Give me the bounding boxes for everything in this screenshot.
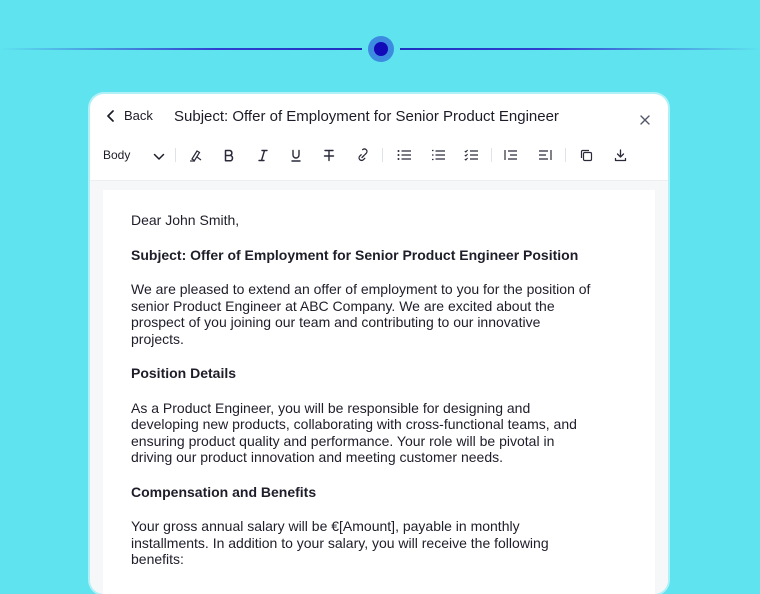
back-label: Back (124, 108, 153, 123)
back-button[interactable] (106, 108, 153, 123)
close-button[interactable] (640, 112, 650, 130)
download-button[interactable] (610, 142, 630, 168)
highlighter-icon (189, 148, 203, 162)
position-line: ensuring product quality and performance. Your role will be pivotal in (131, 432, 555, 449)
subject-line: Subject: Offer of Employment for Senior Product Engineer Position (131, 246, 579, 263)
italic-button[interactable] (253, 142, 273, 168)
position-line: developing new products, collaborating with cross-functional teams, and (131, 416, 577, 432)
copy-icon (580, 149, 593, 162)
editor-header (90, 94, 668, 142)
close-icon (640, 112, 650, 129)
underline-icon (290, 149, 302, 162)
indent-icon (538, 149, 552, 161)
numbered-list-icon (431, 149, 446, 161)
intro-line: senior Product Engineer at ABC Company. We are excited about the (131, 297, 555, 314)
compensation-line: Your gross annual salary will be €[Amount], payable in monthly (131, 518, 520, 534)
intro-line: projects. (131, 330, 184, 347)
underline-button[interactable] (286, 142, 306, 168)
toolbar-divider (175, 148, 176, 162)
document-body (131, 212, 631, 568)
clear-format-button[interactable] (186, 142, 206, 168)
compensation-line: benefits: (131, 551, 184, 567)
link-icon (356, 148, 370, 162)
indent-decrease-button[interactable] (501, 142, 521, 168)
position-line: driving our product innovation and meeting customer needs. (131, 449, 503, 465)
checklist-button[interactable] (461, 142, 481, 168)
indent-increase-button[interactable] (535, 142, 555, 168)
bullet-list-button[interactable] (394, 142, 414, 168)
strikethrough-button[interactable] (319, 142, 339, 168)
timeline-dot (368, 36, 394, 62)
timeline-line-left (0, 48, 362, 50)
link-button[interactable] (353, 142, 373, 168)
position-heading: Position Details (131, 365, 237, 381)
email-editor-card (90, 94, 668, 594)
chevron-down-icon (153, 150, 165, 164)
intro-line: prospect of you joining our team and contributing to our innovative (131, 314, 541, 330)
timeline-dot-core (374, 42, 388, 56)
chevron-left-icon (106, 110, 116, 122)
text-style-value: Body (103, 148, 131, 162)
strikethrough-icon (323, 149, 335, 162)
compensation-line: installments. In addition to your salary, you will receive the following (131, 534, 549, 551)
download-icon (614, 149, 627, 162)
timeline-line-right (400, 48, 760, 50)
numbered-list-button[interactable] (428, 142, 448, 168)
copy-button[interactable] (576, 142, 596, 168)
intro-line: We are pleased to extend an offer of employment to you for the position of (131, 281, 591, 297)
page-title: Subject: Offer of Employment for Senior Product Engineer (174, 108, 559, 125)
text-style-select[interactable] (103, 142, 130, 168)
toolbar-divider (382, 148, 383, 162)
outdent-icon (504, 149, 518, 161)
document-page[interactable] (103, 190, 655, 594)
toolbar-divider (565, 148, 566, 162)
italic-icon (257, 149, 269, 162)
formatting-toolbar (90, 142, 668, 181)
compensation-heading: Compensation and Benefits (131, 483, 317, 500)
bullet-list-icon (397, 149, 412, 161)
toolbar-divider (491, 148, 492, 162)
checklist-icon (464, 149, 479, 161)
bold-icon (223, 149, 235, 162)
position-line: As a Product Engineer, you will be responsible for designing and (131, 399, 531, 416)
greeting: Dear John Smith, (131, 212, 240, 228)
bold-button[interactable] (219, 142, 239, 168)
